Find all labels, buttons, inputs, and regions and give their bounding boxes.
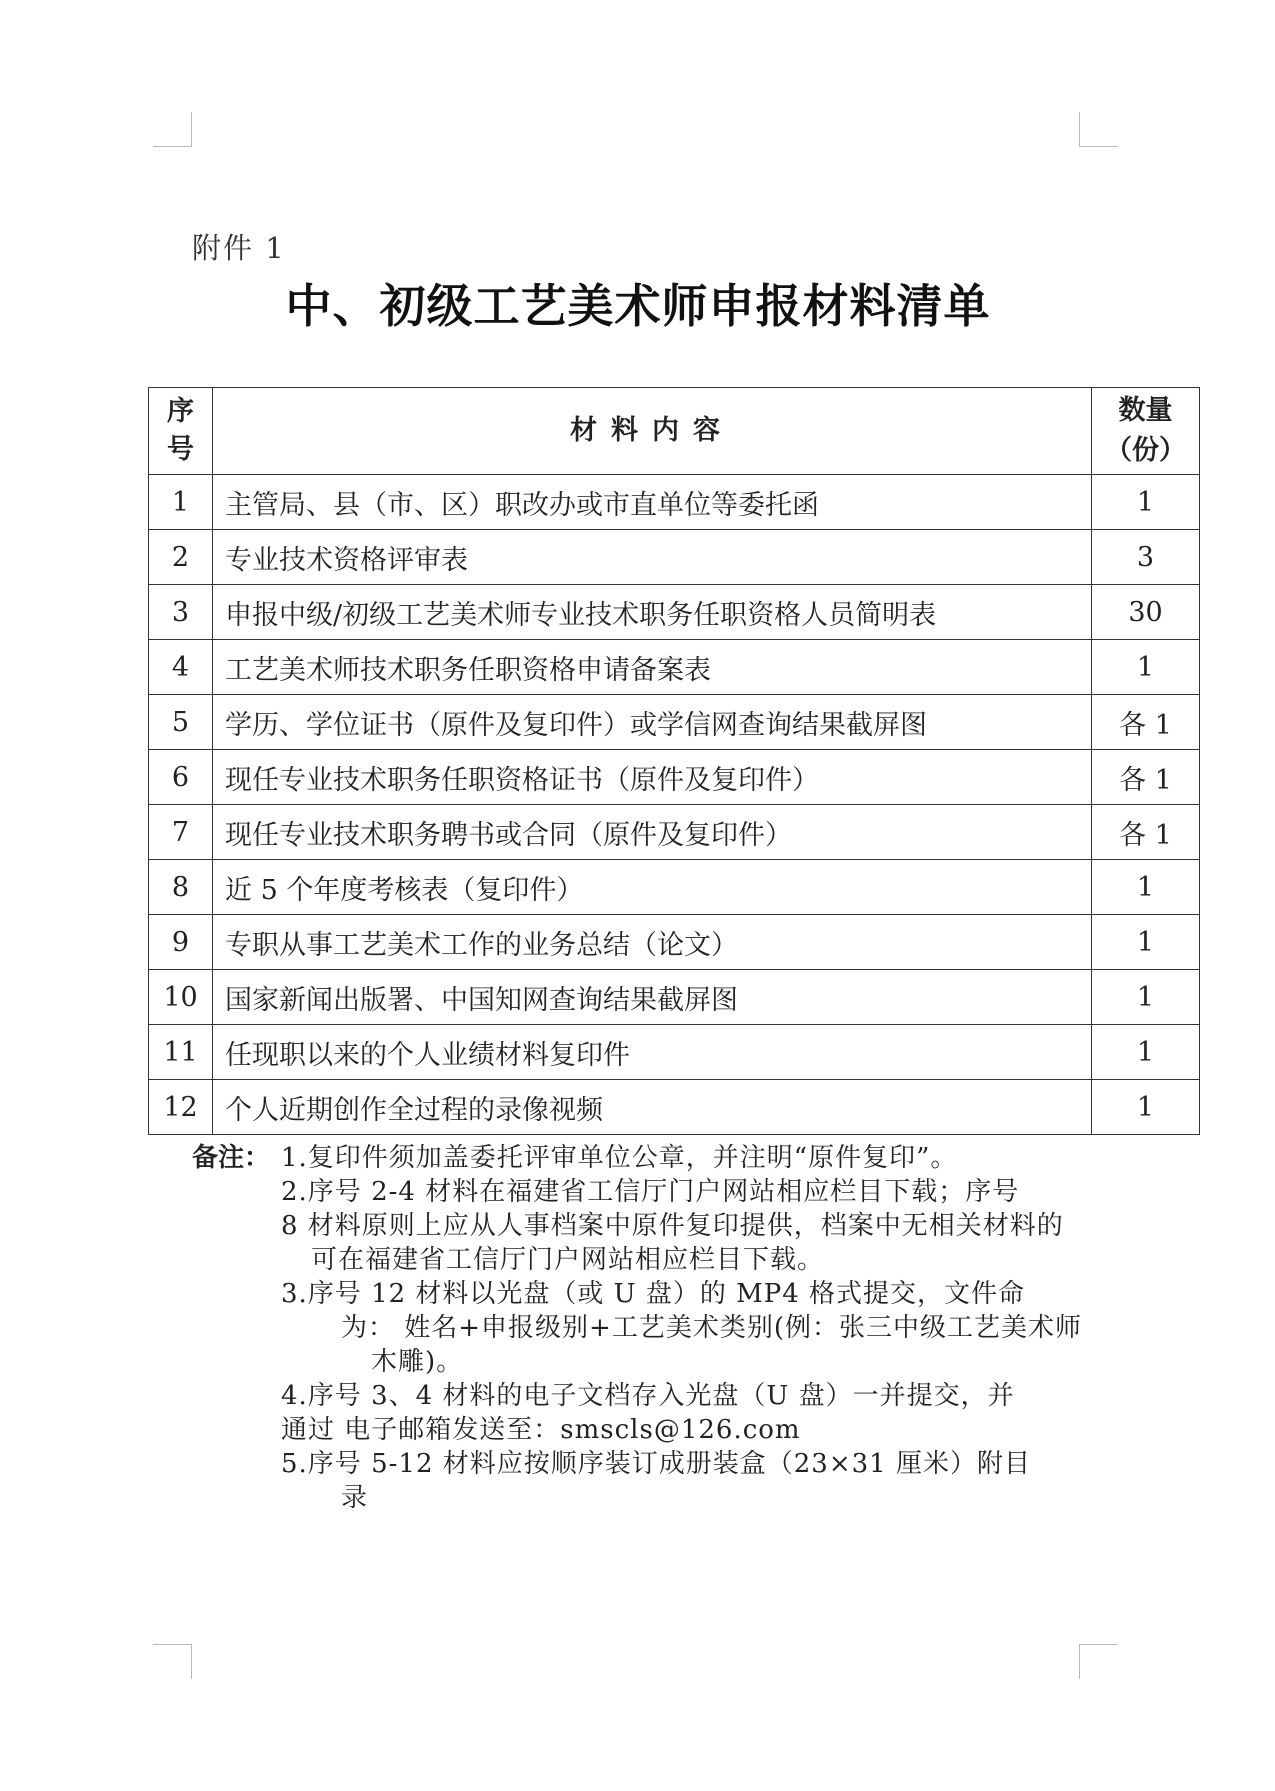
header-quantity-line1: 数量 — [1118, 395, 1173, 426]
note-item — [192, 1175, 1082, 1277]
table-row — [149, 640, 1200, 695]
row-quantity: 1 — [1092, 475, 1200, 530]
row-serial-number: 6 — [149, 750, 213, 805]
table-row — [149, 1025, 1200, 1080]
row-material-content: 现任专业技术职务聘书或合同（原件及复印件） — [213, 805, 1092, 860]
note-item-continuation: 录 — [341, 1483, 369, 1513]
note-item-continuation: 通过 电子邮箱发送至：smscls@126.com — [281, 1415, 801, 1445]
row-material-content: 近 5 个年度考核表（复印件） — [213, 860, 1092, 915]
row-serial-number: 10 — [149, 970, 213, 1025]
row-serial-number: 2 — [149, 530, 213, 585]
row-material-content: 国家新闻出版署、中国知网查询结果截屏图 — [213, 970, 1092, 1025]
row-serial-number: 12 — [149, 1080, 213, 1135]
row-serial-number: 11 — [149, 1025, 213, 1080]
row-quantity: 1 — [1092, 1025, 1200, 1080]
materials-table — [148, 387, 1200, 1135]
table-row — [149, 860, 1200, 915]
note-item-text: 4.序号 3、4 材料的电子文档存入光盘（U 盘）一并提交，并 — [281, 1381, 1015, 1411]
row-material-content: 主管局、县（市、区）职改办或市直单位等委托函 — [213, 475, 1092, 530]
row-serial-number: 9 — [149, 915, 213, 970]
header-quantity-line2: （份） — [1105, 435, 1186, 466]
page-title: 中、初级工艺美术师申报材料清单 — [285, 279, 991, 333]
row-serial-number: 5 — [149, 695, 213, 750]
table-row — [149, 695, 1200, 750]
row-material-content: 申报中级/初级工艺美术师专业技术职务任职资格人员简明表 — [213, 585, 1092, 640]
page-corner-mark-bottom-right — [1079, 1644, 1118, 1679]
row-material-content: 现任专业技术职务任职资格证书（原件及复印件） — [213, 750, 1092, 805]
notes-label: 备注： — [192, 1143, 271, 1173]
row-material-content: 任现职以来的个人业绩材料复印件 — [213, 1025, 1092, 1080]
note-item-continuation: 8 材料原则上应从人事档案中原件复印提供，档案中无相关材料的可在福建省工信厅门户网站相应栏目下载。 — [281, 1211, 1064, 1275]
note-item-text: 5.序号 5-12 材料应按顺序装订成册装盒（23×31 厘米）附目 — [281, 1449, 1031, 1479]
row-quantity: 1 — [1092, 860, 1200, 915]
table-row — [149, 585, 1200, 640]
row-quantity: 1 — [1092, 1080, 1200, 1135]
row-quantity: 各 1 — [1092, 805, 1200, 860]
header-quantity — [1092, 388, 1200, 475]
table-row — [149, 475, 1200, 530]
note-item-continuation: 为： 姓名+申报级别+工艺美术类别(例：张三中级工艺美术师木雕)。 — [341, 1313, 1082, 1377]
page-corner-mark-bottom-left — [153, 1644, 192, 1679]
row-serial-number: 1 — [149, 475, 213, 530]
row-quantity: 30 — [1092, 585, 1200, 640]
row-material-content: 工艺美术师技术职务任职资格申请备案表 — [213, 640, 1092, 695]
table-row — [149, 915, 1200, 970]
page-corner-mark-top-right — [1079, 112, 1118, 147]
row-serial-number: 3 — [149, 585, 213, 640]
row-quantity: 各 1 — [1092, 750, 1200, 805]
row-serial-number: 4 — [149, 640, 213, 695]
row-material-content: 个人近期创作全过程的录像视频 — [213, 1080, 1092, 1135]
header-material-content: 材料内容 — [213, 388, 1092, 475]
table-row — [149, 750, 1200, 805]
table-header-row — [149, 388, 1200, 475]
row-material-content: 专业技术资格评审表 — [213, 530, 1092, 585]
row-material-content: 学历、学位证书（原件及复印件）或学信网查询结果截屏图 — [213, 695, 1092, 750]
note-item — [192, 1141, 1082, 1175]
row-quantity: 1 — [1092, 640, 1200, 695]
row-serial-number: 7 — [149, 805, 213, 860]
row-quantity: 3 — [1092, 530, 1200, 585]
table-row — [149, 805, 1200, 860]
note-item-text: 1.复印件须加盖委托评审单位公章，并注明“原件复印”。 — [281, 1143, 958, 1173]
header-serial-number-text: 序号 — [167, 395, 194, 465]
row-quantity: 1 — [1092, 970, 1200, 1025]
note-item-text: 3.序号 12 材料以光盘（或 U 盘）的 MP4 格式提交，文件命 — [281, 1279, 1026, 1309]
row-serial-number: 8 — [149, 860, 213, 915]
table-row — [149, 970, 1200, 1025]
notes-section — [192, 1141, 1082, 1515]
row-quantity: 各 1 — [1092, 695, 1200, 750]
row-quantity: 1 — [1092, 915, 1200, 970]
table-row — [149, 530, 1200, 585]
table-row — [149, 1080, 1200, 1135]
attachment-label: 附件 1 — [192, 231, 286, 265]
page-corner-mark-top-left — [153, 112, 192, 147]
note-item — [192, 1277, 1082, 1379]
header-serial-number — [149, 388, 213, 475]
note-item — [192, 1447, 1082, 1515]
row-material-content: 专职从事工艺美术工作的业务总结（论文） — [213, 915, 1092, 970]
note-item-text: 2.序号 2-4 材料在福建省工信厅门户网站相应栏目下载；序号 — [281, 1177, 1020, 1207]
note-item — [192, 1379, 1082, 1447]
